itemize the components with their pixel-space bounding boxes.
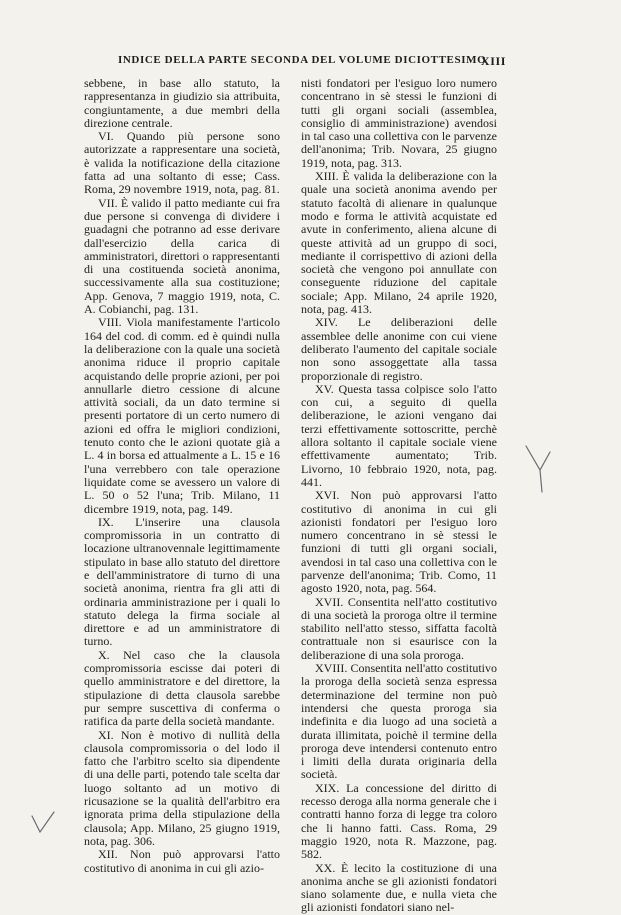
entry-viii: VIII. Viola manifestamente l'articolo 164 del cod. di comm. ed è quindi nulla la deliberazione con la quale una società anonima riduce il proprio capitale acquistando delle proprie azioni, per poi annullarle dietro cessione di alcune attività sociali, da un dato termine si presenti portatore di un certo numero di azioni ed offra le migliori condizioni, tenuto conto che le azioni quotate già a L. 4 in borsa ed attualmente a L. 15 e 16 l'una verrebbero con tale operazione liquidate come se avessero un valore di L. 50 o 52 l'una; Trib. Milano, 11 dicembre 1919, nota, pag. 149. bbox=[84, 315, 280, 516]
entry-xvi: XVI. Non può approvarsi l'atto costitutivo di anonima in cui gli azionisti fondatori per l'esiguo loro numero concentrano in sè stessi le funzioni di tutti gli organi sociali, avendosi in tal caso una collettiva con le parvenze dell'anonima; Trib. Como, 11 agosto 1920, nota, pag. 564. bbox=[301, 488, 497, 596]
entry-xi: XI. Non è motivo di nullità della clausola compromissoria o del lodo il fatto che l'arbitro scelto sia dipendente di una delle parti, potendo tale scelta dar luogo soltanto ad un motivo di ricusazione se la qualità dell'arbitro era ignorata prima della stipulazione della clausola; App. Milano, 25 giugno 1919, nota, pag. 306. bbox=[84, 727, 280, 848]
left-column bbox=[84, 77, 280, 889]
entry-xiii: XIII. È valida la deliberazione con la quale una società anonima avendo per statuto facoltà di alienare in qualunque modo e forma le attività acquistate ed avute in conferimento, aliena alcune di queste attività ad un gruppo di soci, mediante il corrispettivo di azioni della società che vengono poi annullate con conseguente riduzione del capitale sociale; App. Milano, 24 aprile 1920, nota, pag. 413. bbox=[301, 169, 497, 317]
entry-x: X. Nel caso che la clausola compromissoria escisse dai poteri di quello amministratore e del direttore, la stipulazione di detta clausola sarebbe pur sempre suscettiva di conferma o ratifica da parte della società mandante. bbox=[84, 647, 280, 729]
paragraph-continuation: sebbene, in base allo statuto, la rappresentanza in giudizio sia attribuita, congiuntamente, a due membri della direzione centrale. bbox=[84, 76, 280, 130]
entry-ix: IX. L'inserire una clausola compromissoria in un contratto di locazione ultranovennale legittimamente stipulato in base allo statuto del direttore e dell'amministratore di turno di una società anonima, rientra fra gli atti di ordinaria amministrazione per i quali lo statuto delega la firma sociale al direttore e ad un amministratore di turno. bbox=[84, 514, 280, 649]
running-header bbox=[60, 54, 506, 70]
entry-xviii: XVIII. Consentita nell'atto costitutivo la proroga della società senza espressa determinazione del termine non può intendersi che questa proroga sia indefinita e dia luogo ad una società a durata illimitata, poichè il termine della proroga deve intendersi contenuto entro i limiti della durata originaria della società. bbox=[301, 661, 497, 782]
entry-vii: VII. È valido il patto mediante cui fra due persone si convenga di dividere i guadagni che potranno ad esse derivare dall'esercizio della carica di amministratori, direttori o rappresentanti di una costituenda società anonima, successivamente alla sua costituzione; App. Genova, 7 maggio 1919, nota, C. A. Cobianchi, pag. 131. bbox=[84, 195, 280, 317]
page-number: XIII bbox=[480, 54, 506, 68]
header-title: INDICE DELLA PARTE SECONDA DEL VOLUME DICIOTTESIMO bbox=[118, 54, 487, 66]
pencil-check-mark bbox=[28, 808, 58, 838]
entry-xvii: XVII. Consentita nell'atto costitutivo di una società la proroga oltre il termine stabilito nell'atto stesso, siffatta facoltà contrattuale non si esaurisce con la deliberazione di una sola proroga. bbox=[301, 594, 497, 662]
entry-xx: XX. È lecito la costituzione di una anonima anche se gli azionisti fondatori siano solamente due, e nulla vieta che gli azionisti fondatori siano nel- bbox=[301, 860, 497, 915]
entry-xii: XII. Non può approvarsi l'atto costitutivo di anonima in cui gli azio- bbox=[84, 847, 280, 875]
entry-vi: VI. Quando più persone sono autorizzate a rappresentare una società, è valida la notificazione della citazione fatta ad una soltanto di esse; Cass. Roma, 29 novembre 1919, nota, pag. 81. bbox=[84, 129, 280, 197]
right-column bbox=[301, 76, 497, 915]
entry-xv: XV. Questa tassa colpisce solo l'atto con cui, a seguito di quella deliberazione, le azioni vengano dai terzi effettivamente sottoscritte, perchè allora soltanto il capitale sociale viene effettivamente aumentato; Trib. Livorno, 10 febbraio 1920, nota, pag. 441. bbox=[301, 381, 497, 489]
pencil-mark-margin-right bbox=[520, 440, 560, 500]
entry-xix: XIX. La concessione del diritto di recesso deroga alla norma generale che i contratti hanno forza di legge tra coloro che li hanno fatti. Cass. Roma, 29 maggio 1920, nota R. Mazzone, pag. 582. bbox=[301, 780, 497, 862]
entry-xiv: XIV. Le deliberazioni delle assemblee delle anonime con cui viene deliberato l'aumento del capitale sociale non sono assoggettate alla tassa proporzionale di registro. bbox=[301, 315, 497, 383]
entry-xii-continued: nisti fondatori per l'esiguo loro numero concentrano in sè stessi le funzioni di tutti gli organi sociali (assemblea, consiglio di amministrazione) avendosi in tal caso una collettiva con le parvenze dell'anonima; Trib. Novara, 25 giugno 1919, nota, pag. 313. bbox=[301, 76, 497, 170]
